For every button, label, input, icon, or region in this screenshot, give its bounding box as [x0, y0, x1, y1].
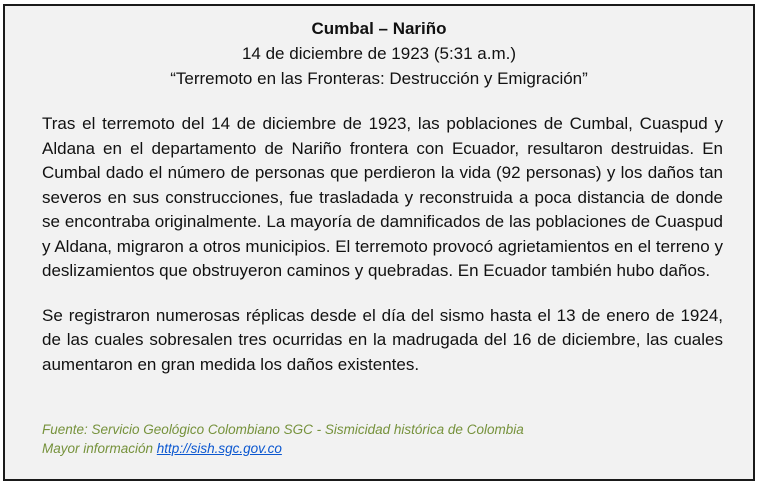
more-info-link[interactable]: http://sish.sgc.gov.co	[156, 441, 282, 456]
info-box	[3, 4, 755, 481]
source-block	[42, 420, 524, 458]
source-line: Fuente: Servicio Geológico Colombiano SGC - Sismicidad histórica de Colombia	[42, 422, 524, 437]
paragraph-1: Tras el terremoto del 14 de diciembre de 1923, las poblaciones de Cumbal, Cuaspud y Aldana en el departamento de Nariño frontera con Ecuador, resultaron destruidas. En Cumbal dado el número de personas que perdieron la vida (92 personas) y los daños tan severos en sus construcciones, fue trasladada y reconstruida a poca distancia de donde se encontraba originalmente. La mayoría de damnificados de las poblaciones de Cuaspud y Aldana, migraron a otros municipios. El terremoto provocó agrietamientos en el terreno y deslizamientos que obstruyeron caminos y quebradas. En Ecuador también hubo daños.	[42, 114, 723, 280]
header	[5, 16, 753, 91]
body-text	[42, 112, 723, 397]
event-date: 14 de diciembre de 1923 (5:31 a.m.)	[241, 44, 517, 63]
more-info-label: Mayor información	[42, 441, 157, 456]
paragraph-2: Se registraron numerosas réplicas desde el día del sismo hasta el 13 de enero de 1924, de las cuales sobresalen tres ocurridas en la madrugada del 16 de diciembre, las cuales aumentaron en gran medida los daños existentes.	[42, 305, 723, 374]
title: Cumbal – Nariño	[311, 19, 447, 38]
more-info-line	[42, 439, 524, 458]
subtitle: “Terremoto en las Fronteras: Destrucción y Emigración”	[170, 69, 588, 88]
